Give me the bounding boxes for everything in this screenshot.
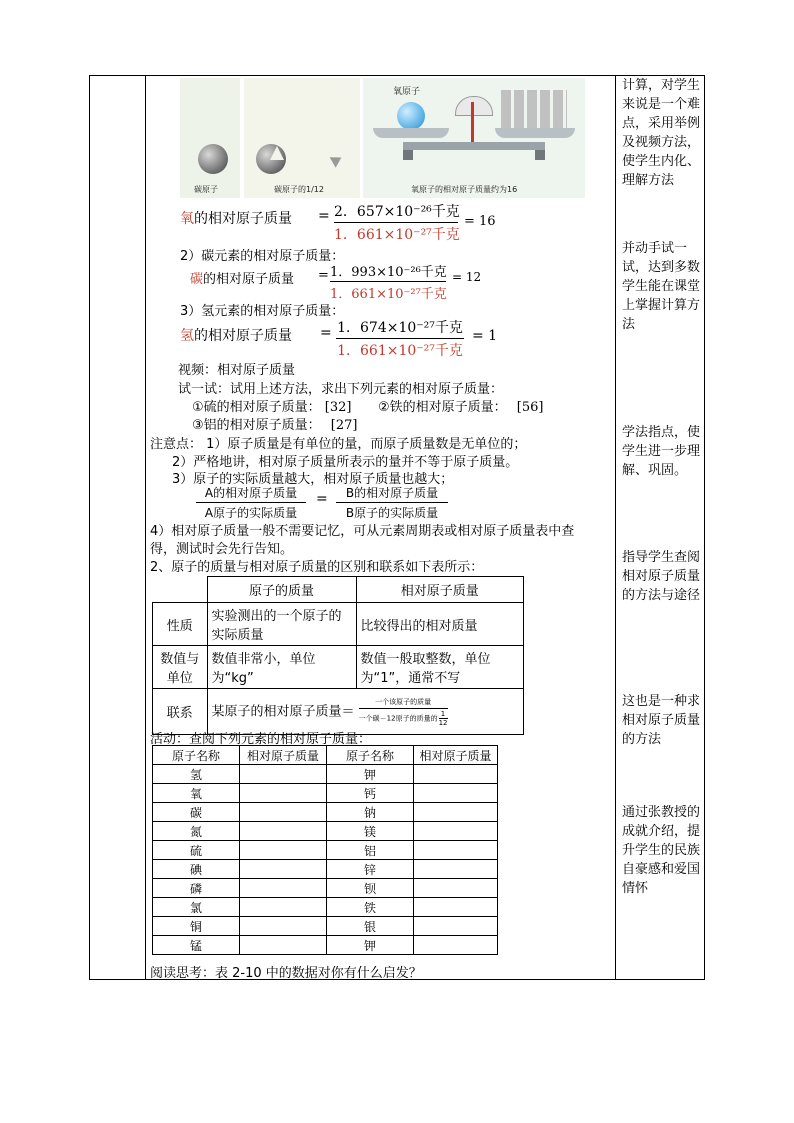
oxygen-atom-icon [397,102,425,130]
activity-value-right [414,803,498,822]
ratio-b [336,484,448,521]
table-row [153,860,498,879]
activity-element-left: 氧 [153,784,240,803]
note-2: 2）严格地讲，相对原子质量所表示的量并不等于原子质量。 [172,455,519,470]
activity-value-left [240,841,327,860]
try-a3: [27] [330,418,358,433]
activity-header: 相对原子质量 [414,746,498,765]
link-den [359,710,448,727]
calc-label: 的相对原子质量 [203,272,295,287]
activity-value-left [240,765,327,784]
activity-element-right: 钠 [327,803,414,822]
oxygen-eq: = [318,208,330,224]
activity-element-left: 碘 [153,860,240,879]
carbon-caption: 碳原子 [194,185,218,194]
carbon-fraction [330,261,446,302]
activity-element-left: 磷 [153,879,240,898]
scale-foot-right [535,150,545,160]
ratio-b-den: B原子的实际质量 [345,506,439,520]
hydrogen-heading: 3）氢元素的相对原子质量： [180,304,345,319]
carbon-twelfth-caption: 碳原子的1/12 [274,185,324,194]
activity-element-left: 碳 [153,803,240,822]
activity-value-left [240,917,327,936]
activity-value-left [240,898,327,917]
carbon-numerator: 1．993×10⁻²⁶千克 [330,265,447,280]
try-q2-label: ②铁的相对原子质量： [378,400,507,415]
carbon-atom-icon [198,144,228,174]
table-row [153,784,498,803]
activity-value-right [414,841,498,860]
try-q3-label: ③铝的相对原子质量： [192,418,321,433]
activity-element-left: 氯 [153,898,240,917]
ratio-a-num: A的相对原子质量 [204,486,298,500]
carbon-twelfth-panel [244,78,360,198]
side-note-1: 计算，对学生来说是一个难点，采用举例及视频方法，使学生内化、理解方法 [622,78,701,188]
link-text: 某原子的相对原子质量＝ [211,704,355,719]
compare-col2: 相对原子质量 [356,577,524,603]
oxygen-caption: 氧原子的相对原子质量约为16 [411,185,518,194]
side-note-2: 并动手试一试，达到多数学生能在课堂上掌握计算方法 [622,241,701,332]
side-note-4: 指导学生查阅相对原子质量的方法与途径 [622,550,701,603]
note-4-line1: 4）相对原子质量一般不需要记忆，可从元素周期表或相对原子质量表中查 [150,524,575,539]
activity-value-right [414,822,498,841]
activity-value-left [240,784,327,803]
hydrogen-denominator: 1．661×10⁻²⁷千克 [337,343,463,359]
table-row [153,917,498,936]
link-den-text: 一个碳－12原子的质量的 [358,714,438,722]
activity-header: 原子名称 [153,746,240,765]
oxygen-label: 氧原子 [393,87,421,97]
table-row [153,898,498,917]
try-q2 [378,396,543,415]
link-small-den: 12 [438,718,448,727]
try-q1 [192,396,351,415]
oxygen-fraction [334,201,458,244]
ratio-eq: = [316,491,328,507]
activity-value-left [240,822,327,841]
activity-element-right: 锌 [327,860,414,879]
activity-heading: 活动：查阅下列元素的相对原子质量： [150,732,372,747]
try-a2: [56] [516,400,544,415]
scale-foot-left [403,150,413,160]
compare-corner [153,577,208,603]
oxygen-denominator: 1．661×10⁻²⁷千克 [334,227,460,243]
calc-label: 的相对原子质量 [194,211,292,227]
activity-element-left: 氮 [153,822,240,841]
carbon-result: = 12 [452,270,482,284]
activity-element-right: 钙 [327,784,414,803]
carbon-panel [180,78,240,198]
scale-beam [403,142,545,150]
ratio-a [196,484,306,521]
compare-cell: 实验测出的一个原子的实际质量 [207,603,356,646]
compare-heading: 2、原子的质量与相对原子质量的区别和联系如下表所示： [150,560,484,575]
activity-value-right [414,784,498,803]
scale-dial [455,96,493,116]
left-pan [373,128,449,138]
hydrogen-numerator: 1．674×10⁻²⁷千克 [337,320,463,336]
calc-label: 的相对原子质量 [194,328,292,344]
ratio-b-num: B的相对原子质量 [345,486,439,500]
activity-value-left [240,936,327,955]
activity-body [153,765,498,955]
activity-header: 相对原子质量 [240,746,327,765]
compare-link-label: 联系 [153,689,208,735]
try-a1: [32] [324,400,352,415]
hydrogen-result: = 1 [472,328,498,344]
activity-element-right: 镁 [327,822,414,841]
video-line: 视频：相对原子质量 [178,363,296,378]
hydrogen-element: 氢 [180,328,194,344]
activity-value-right [414,860,498,879]
table-row [153,879,498,898]
try-intro: 试一试：试用上述方法，求出下列元素的相对原子质量： [178,382,504,397]
carbon-denominator: 1．661×10⁻²⁷千克 [330,287,447,302]
carbon-calc [190,268,294,287]
try-q1-label: ①硫的相对原子质量： [192,400,321,415]
activity-element-right: 银 [327,917,414,936]
scale-needle [471,102,474,146]
carbon-heading: 2）碳元素的相对原子质量： [180,249,345,264]
link-fraction [359,697,448,727]
carbon-eq: = [318,268,329,283]
link-small-frac [439,710,448,727]
hydrogen-fraction [336,317,464,360]
note-3: 3）原子的实际质量越大，相对原子质量也越大； [172,472,454,487]
reading-question: 阅读思考：表 2-10 中的数据对你有什么启发？ [150,966,422,981]
carbon-element: 碳 [190,272,204,287]
twelfth-piece-icon [330,152,345,167]
oxygen-numerator: 2．657×10⁻²⁶千克 [334,204,460,220]
balance-panel [363,78,585,198]
activity-element-left: 硫 [153,841,240,860]
link-num: 一个该原子的质量 [375,697,432,706]
activity-element-right: 钾 [327,765,414,784]
table-row [153,822,498,841]
activity-element-right: 钾 [327,936,414,955]
activity-value-left [240,860,327,879]
activity-element-right: 铁 [327,898,414,917]
note-4-line2: 得，测试时会先行告知。 [150,542,294,557]
activity-element-right: 铝 [327,841,414,860]
activity-value-right [414,917,498,936]
activity-element-left: 锰 [153,936,240,955]
compare-table [152,576,524,735]
try-q3 [192,414,357,433]
activity-value-left [240,803,327,822]
hydrogen-eq: = [320,325,332,341]
link-small-num: 1 [440,709,446,718]
hydrogen-calc [180,325,292,345]
carbon-pieces-stack-icon [501,90,567,128]
right-pan [495,128,575,138]
oxygen-result: = 16 [464,214,496,229]
wedge-cut-icon [270,146,284,160]
table-row [153,765,498,784]
side-note-6: 通过张教授的成就介绍，提升学生的民族自豪感和爱国情怀 [622,805,701,896]
activity-value-right [414,765,498,784]
compare-cell: 数值一般取整数，单位为“1”，通常不写 [356,646,524,689]
ratio-a-den: A原子的实际质量 [204,506,298,520]
activity-table [152,745,498,955]
activity-value-right [414,936,498,955]
table-row [153,841,498,860]
compare-row-label: 性质 [153,603,208,646]
activity-element-left: 铜 [153,917,240,936]
activity-element-left: 氢 [153,765,240,784]
activity-element-right: 钡 [327,879,414,898]
compare-cell: 数值非常小，单位为“kg” [207,646,356,689]
compare-row-label: 数值与单位 [153,646,208,689]
side-note-3: 学法指点，使学生进一步理解、巩固。 [622,425,701,478]
note-1: 注意点： 1）原子质量是有单位的量，而原子质量数是无单位的； [150,437,527,452]
compare-col1: 原子的质量 [207,577,356,603]
activity-value-left [240,879,327,898]
side-note-5: 这也是一种求相对原子质量的方法 [622,694,701,747]
table-row [153,936,498,955]
compare-cell: 比较得出的相对质量 [356,603,524,646]
oxygen-calc [180,208,292,228]
table-row [153,803,498,822]
oxygen-element: 氧 [180,211,194,227]
activity-value-right [414,879,498,898]
activity-header: 原子名称 [327,746,414,765]
activity-value-right [414,898,498,917]
